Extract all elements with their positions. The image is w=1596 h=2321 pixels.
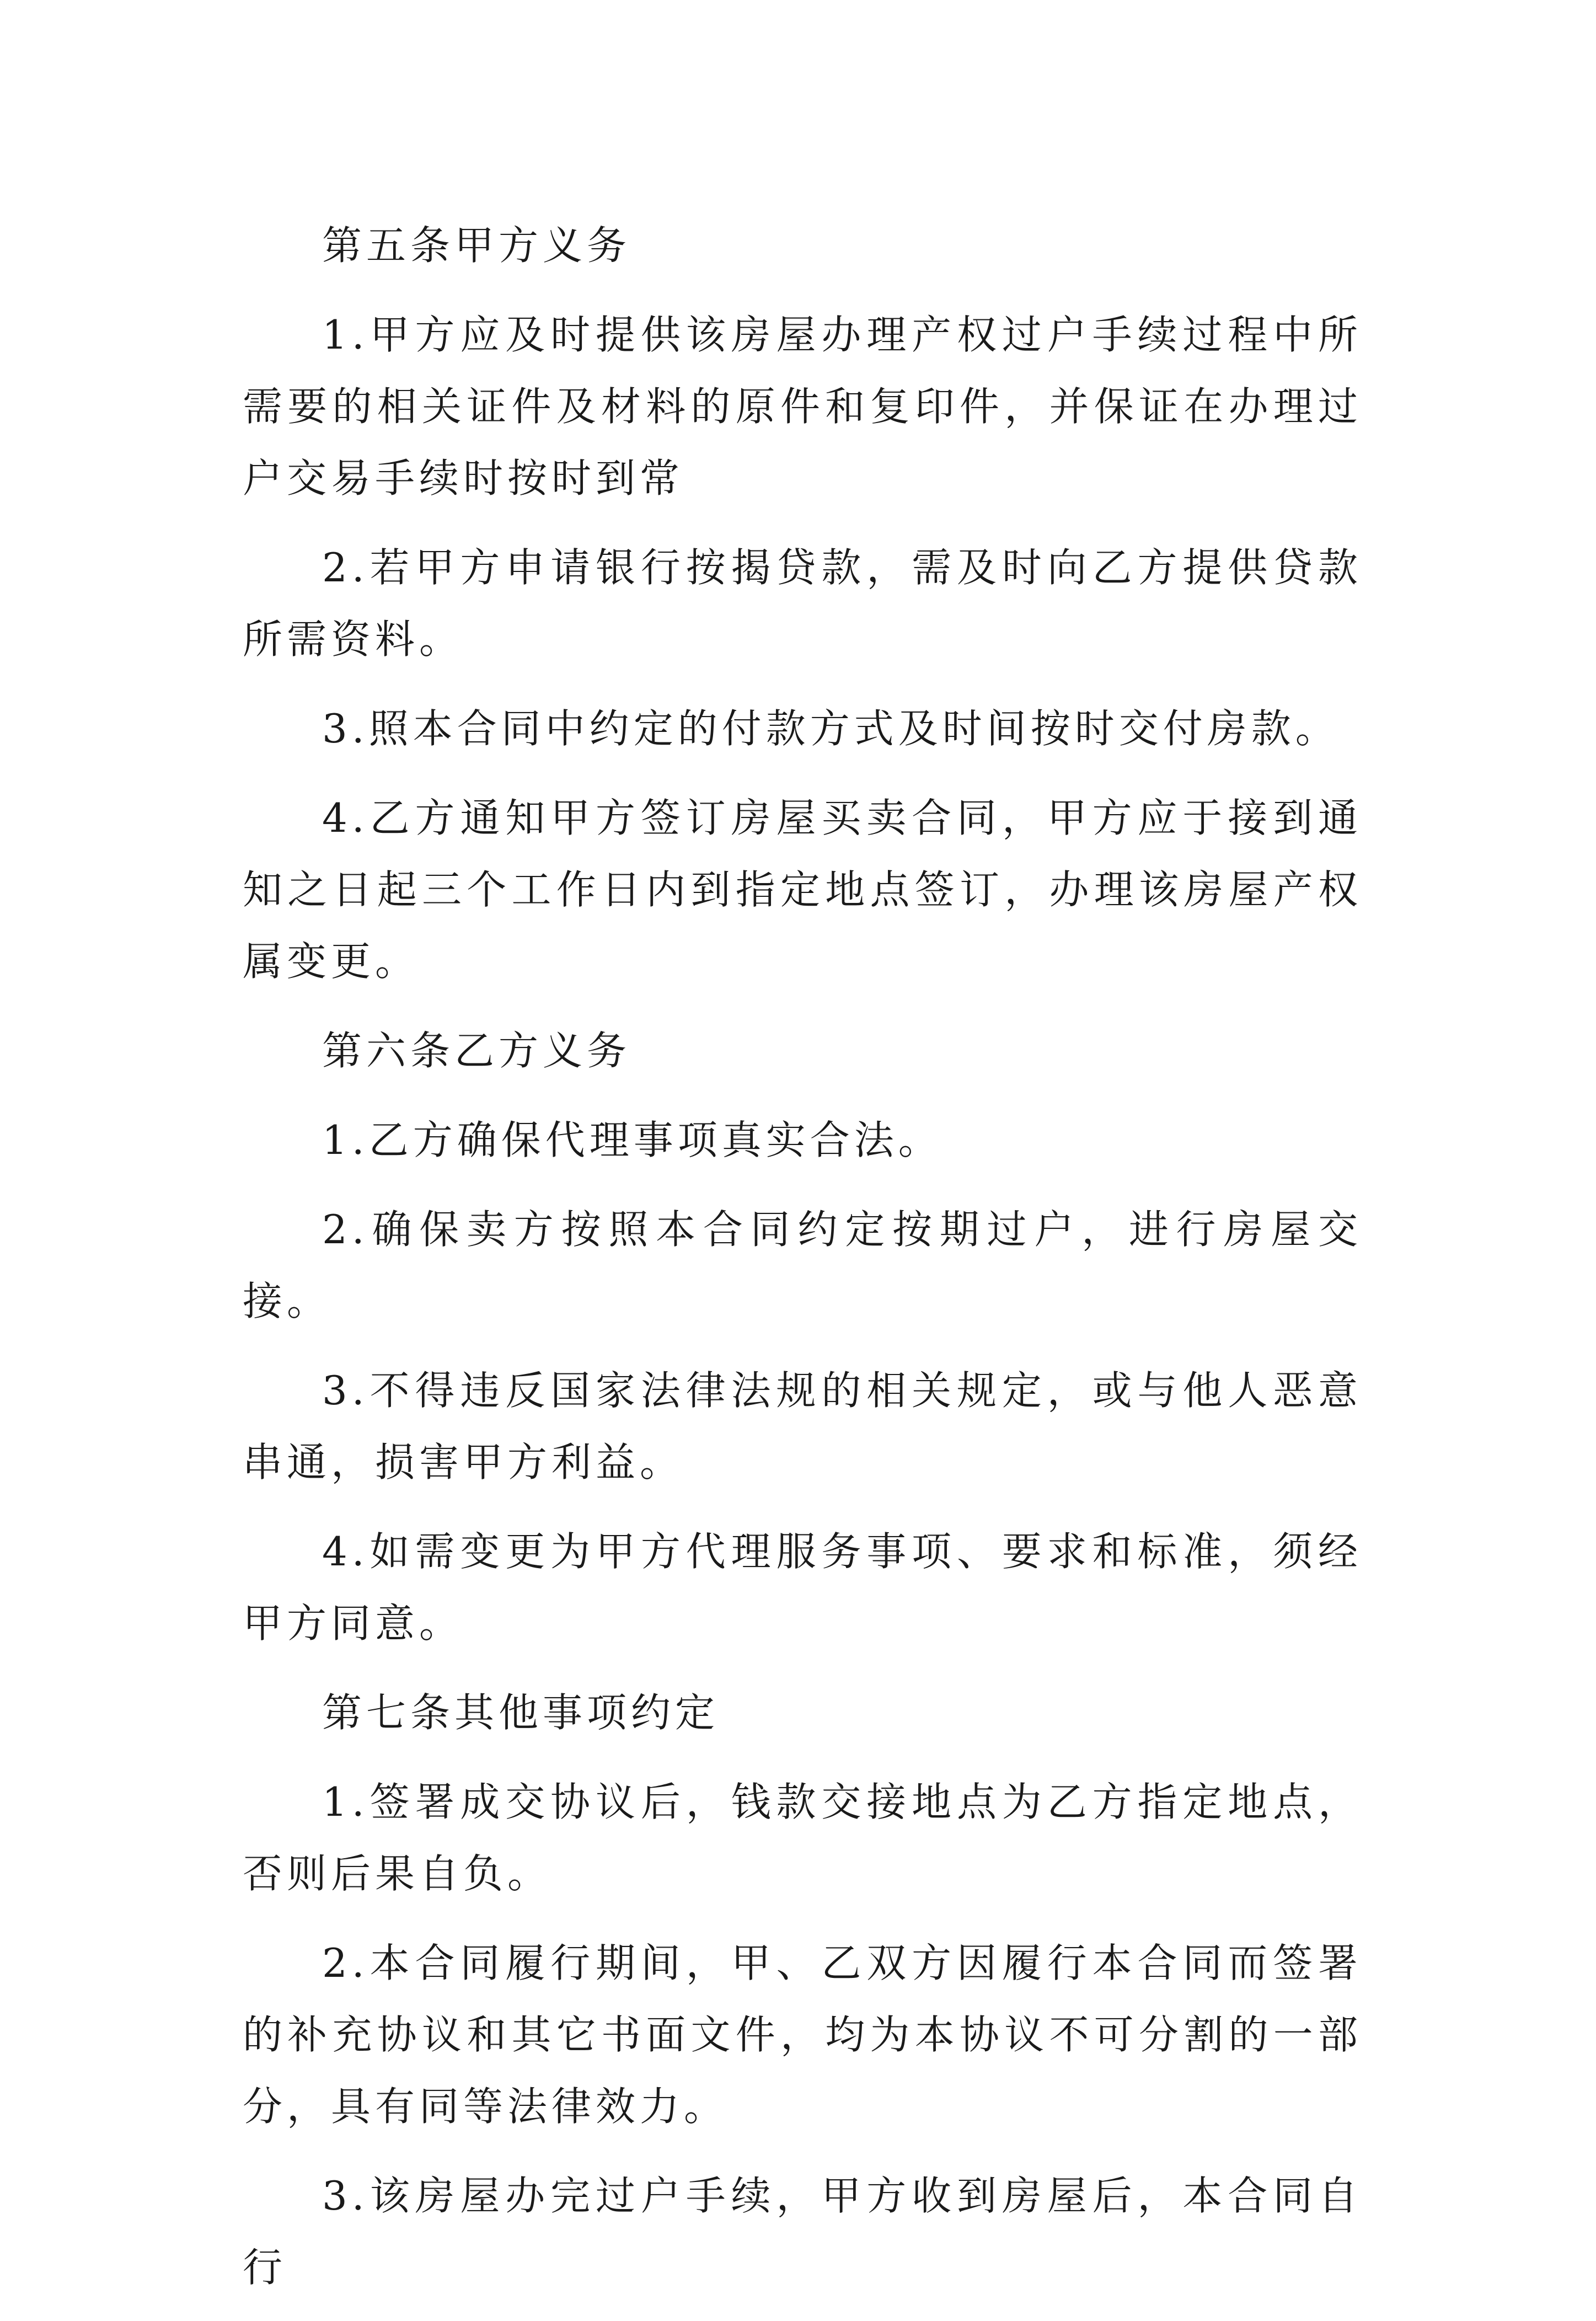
article-5-item-4: 4.乙方通知甲方签订房屋买卖合同，甲方应于接到通知之日起三个工作日内到指定地点签订，办理该房屋产权属变更。 [243, 795, 1362, 985]
article-7-item-3: 3.该房屋办完过户手续，甲方收到房屋后，本合同自行 [243, 2173, 1362, 2291]
article-5-item-1: 1.甲方应及时提供该房屋办理产权过户手续过程中所需要的相关证件及材料的原件和复印件，并保证在办理过户交易手续时按时到常 [243, 312, 1362, 501]
article-7-heading: 第七条其他事项约定 [322, 1689, 720, 1736]
document-body [243, 210, 1362, 2321]
article-6-item-4: 4.如需变更为甲方代理服务事项、要求和标准，须经甲方同意。 [243, 1528, 1362, 1646]
article-6-item-3: 3.不得违反国家法律法规的相关规定，或与他人恶意串通，损害甲方利益。 [243, 1367, 1362, 1485]
article-5-heading: 第五条甲方义务 [322, 222, 631, 269]
article-7-item-2: 2.本合同履行期间，甲、乙双方因履行本合同而签署的补充协议和其它书面文件，均为本协议不可分割的一部分，具有同等法律效力。 [243, 1940, 1362, 2130]
article-6-heading: 第六条乙方义务 [322, 1028, 631, 1074]
article-5-item-3: 3.照本合同中约定的付款方式及时间按时交付房款。 [322, 705, 1340, 752]
article-6-item-1: 1.乙方确保代理事项真实合法。 [322, 1117, 942, 1163]
article-5-item-2: 2.若甲方申请银行按揭贷款，需及时向乙方提供贷款所需资料。 [243, 544, 1362, 662]
article-6-item-2: 2.确保卖方按照本合同约定按期过户，进行房屋交接。 [243, 1206, 1362, 1324]
article-7-item-1: 1.签署成交协议后，钱款交接地点为乙方指定地点，否则后果自负。 [243, 1779, 1362, 1897]
